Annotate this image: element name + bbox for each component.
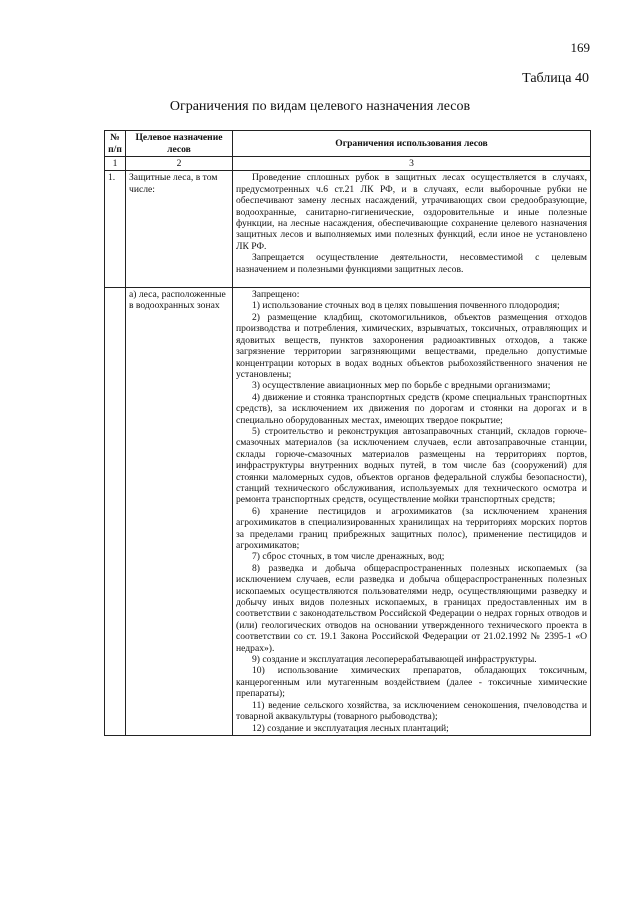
restriction-item: 7) сброс сточных, в том числе дренажных, вод; xyxy=(252,551,445,563)
column-number: 1 xyxy=(105,157,126,171)
row-number xyxy=(105,288,126,736)
page-title: Ограничения по видам целевого назначения лесов xyxy=(169,99,471,114)
restriction-item: 9) создание и эксплуатация лесоперерабатывающей инфраструктуры. xyxy=(252,654,537,666)
restriction-item: 2) размещение кладбищ, скотомогильников, объектов размещения отходов производства и потребления, химических, взрывчатых, токсичных, отравляющих и ядовитых веществ, пунктов захоронения радиоактивных отходов, а также загрязнение территории загрязняющими веществами, предельно допустимые концентрации которых в водах водных объектов рыбохозяйственного значения не установлены; xyxy=(236,311,587,380)
column-number: 3 xyxy=(233,157,591,171)
row-purpose: Защитные леса, в том числе: xyxy=(126,171,233,288)
page-number: 169 xyxy=(570,40,590,55)
header-restrictions: Ограничения использования лесов xyxy=(233,131,591,157)
restriction-item: 10) использование химических препаратов, обладающих токсичным, канцерогенным или мутагенным воздействием (далее - токсичные химические препараты); xyxy=(236,665,587,700)
row-number: 1. xyxy=(105,171,126,288)
restriction-paragraph: Запрещено: xyxy=(252,289,300,301)
restriction-item: 11) ведение сельского хозяйства, за исключением сенокошения, пчеловодства и товарной аквакультуры (товарного рыбоводства); xyxy=(236,699,587,723)
restriction-item: 4) движение и стоянка транспортных средств (кроме специальных транспортных средств), за исключением их движения по дорогам и стоянки на дорогах и в специально оборудованных местах, имеющих твердое покрытие; xyxy=(236,391,587,426)
row-restrictions xyxy=(233,171,591,288)
table-row xyxy=(105,288,591,736)
column-number-row xyxy=(105,157,591,171)
table-header-row xyxy=(105,131,591,157)
column-number: 2 xyxy=(126,157,233,171)
restriction-item: 3) осуществление авиационных мер по борьбе с вредными организмами; xyxy=(252,380,551,392)
restriction-item: 6) хранение пестицидов и агрохимикатов (за исключением хранения агрохимикатов в специализированных хранилищах на территориях морских портов за пределами границ прибрежных защитных полос), применение пестицидов и агрохимикатов; xyxy=(236,505,587,551)
restriction-paragraph: Запрещается осуществление деятельности, несовместимой с целевым назначением и полезными функциями защитных лесов. xyxy=(236,252,587,275)
restriction-item: 12) создание и эксплуатация лесных плантаций; xyxy=(252,722,449,734)
restriction-item: 1) использование сточных вод в целях повышения почвенного плодородия; xyxy=(252,300,560,312)
row-restrictions xyxy=(233,288,591,736)
row-purpose: а) леса, расположенные в водоохранных зонах xyxy=(126,288,233,736)
restriction-item: 8) разведка и добыча общераспространенных полезных ископаемых (за исключением случаев, если разведка и добыча общераспространенных полезных ископаемых осуществляются пользователями недр, осуществляющими разведку и добычу иных видов полезных ископаемых, в границах предоставленных им в соответствии с законодательством Российской Федерации о недрах горных отводов и (или) геологических отводов на основании утвержденного технического проекта в соответствии со ст. 19.1 Закона Российской Федерации от 21.02.1992 № 2395-1 «О недрах»). xyxy=(236,562,587,654)
header-number: № п/п xyxy=(105,131,126,157)
table-row xyxy=(105,171,591,288)
restrictions-table xyxy=(104,130,591,736)
header-purpose: Целевое назначение лесов xyxy=(126,131,233,157)
restriction-paragraph: Проведение сплошных рубок в защитных лесах осуществляется в случаях, предусмотренных ч.6 ст.21 ЛК РФ, и в случаях, если выборочные рубки не обеспечивают замену лесных насаждений, утрачивающих свои средообразующие, водоохранные, санитарно-гигиенические, оздоровительные и иные полезные функции, на лесные насаждения, обеспечивающие сохранение целевого назначения защитных лесов и выполняемых ими полезных функций, если иное не установлено ЛК РФ. xyxy=(236,172,587,252)
table-label: Таблица 40 xyxy=(522,71,589,86)
restriction-item: 5) строительство и реконструкция автозаправочных станций, складов горюче-смазочных материалов (за исключением случаев, если автозаправочные станции, склады горюче-смазочных материалов размещены на территориях портов, инфраструктуры внутренних водных путей, в том числе баз (сооружений) для стоянки маломерных судов, объектов органов федеральной службы безопасности), станций технического обслуживания, используемых для технического осмотра и ремонта транспортных средств, осуществление мойки транспортных средств; xyxy=(236,425,587,506)
